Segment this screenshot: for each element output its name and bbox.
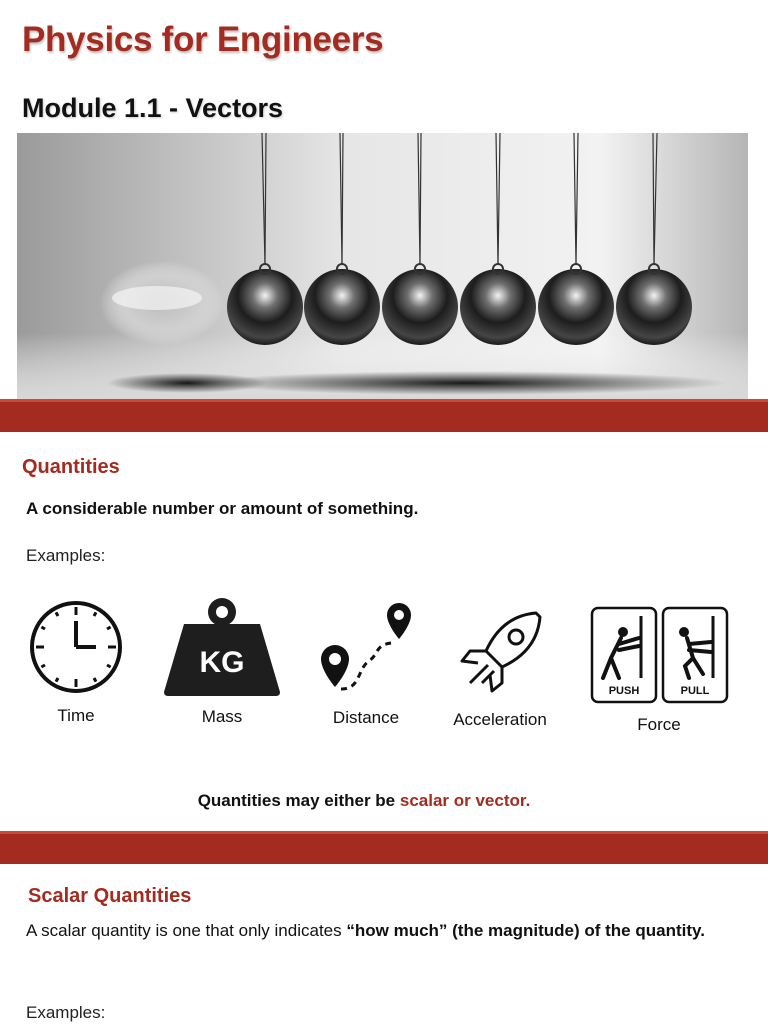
quantities-summary (0, 791, 728, 811)
example-label-distance: Distance (332, 708, 400, 727)
example-mass (160, 596, 284, 727)
example-force (588, 606, 730, 735)
pull-label: PULL (680, 685, 710, 697)
example-distance (316, 599, 416, 728)
newtons-cradle-image (17, 133, 748, 399)
route-pins-icon (317, 599, 415, 697)
scalar-text-bold: “how much” (the magnitude) of the quantity. (346, 921, 705, 940)
scalar-definition (26, 919, 706, 943)
example-acceleration (446, 607, 554, 730)
summary-accent: scalar or vector. (399, 791, 531, 810)
kg-weight-icon (162, 596, 282, 696)
example-label-acceleration: Acceleration (453, 710, 547, 729)
clock-icon (28, 599, 124, 695)
kg-weight-label: KG (199, 646, 245, 679)
quantities-definition: A considerable number or amount of something. (26, 499, 419, 518)
rocket-icon (452, 607, 548, 699)
example-label-mass: Mass (201, 707, 243, 726)
page-title: Physics for Engineers (22, 20, 384, 59)
section-divider-bar (0, 399, 768, 432)
example-time (26, 599, 126, 726)
scalar-examples-label: Examples: (26, 1003, 106, 1022)
quantities-heading: Quantities (22, 456, 120, 478)
section-divider-bar-2 (0, 831, 768, 864)
example-label-time: Time (57, 706, 95, 725)
module-title: Module 1.1 - Vectors (22, 93, 284, 123)
examples-label: Examples: (26, 546, 106, 565)
scalar-text-prefix: A scalar quantity is one that only indicates (26, 921, 347, 940)
example-label-force: Force (637, 715, 681, 734)
push-pull-icon (589, 606, 729, 704)
scalar-heading: Scalar Quantities (28, 885, 192, 907)
push-label: PUSH (608, 685, 640, 697)
summary-prefix: Quantities may either be (197, 791, 400, 810)
